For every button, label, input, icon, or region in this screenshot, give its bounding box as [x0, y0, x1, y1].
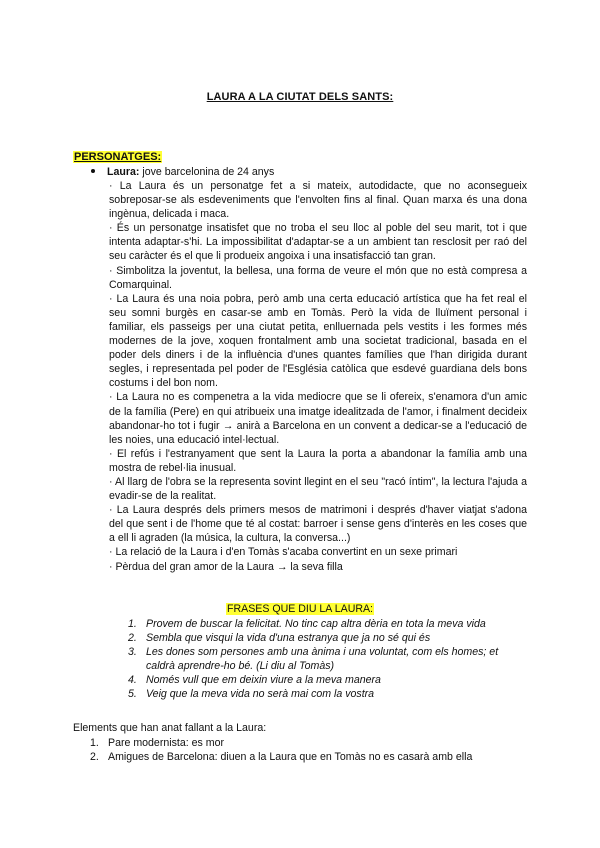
quotes-list — [109, 617, 527, 702]
quote-item — [109, 617, 527, 631]
quote-item — [109, 673, 527, 687]
element-item — [73, 736, 472, 750]
quote-text: Veig que la meva vida no serà mai com la vostra — [146, 688, 375, 701]
quote-item — [109, 631, 527, 645]
quote-number: 5. — [128, 688, 137, 701]
character-point: · El refús i l'estranyament que sent la Laura la porta a abandonar la família amb una mostra de rebel·lia inusual. — [109, 447, 527, 474]
quotes-heading-wrap — [0, 603, 600, 615]
character-point: · La Laura és una noia pobra, però amb una certa educació artística que ha fet real el seu somni burgès en casar-se amb en Tomàs. Però la vida de lluïment personal i familiar, els passeigs per una ciutat petita, enlluernada pels vestits i les formes més modernes de la jove, xoquen frontalment amb una societat tradicional, basada en el poder dels diners i de la influència d'unes quantes famílies que l'han dirigida durant segles, i representada pel poder de l'Església catòlica que esdevé guardiana dels bons costums i del bon nom. — [109, 292, 527, 390]
elements-list — [73, 736, 472, 764]
element-number: 1. — [90, 737, 99, 749]
quote-number: 4. — [128, 674, 137, 687]
bullet-dot — [91, 169, 95, 173]
quote-text: Sembla que visqui la vida d'una estranya que ja no sé qui és — [146, 632, 431, 645]
character-point: · Simbolitza la joventut, la bellesa, una forma de veure el món que no està compresa a Comarquinal. — [109, 264, 527, 291]
element-number: 2. — [90, 751, 99, 764]
character-bullet — [91, 166, 274, 178]
document-title: LAURA A LA CIUTAT DELS SANTS: — [206, 91, 394, 103]
quotes-heading: FRASES QUE DIU LA LAURA: — [227, 603, 373, 615]
character-point: · La Laura és un personatge fet a si mateix, autodidacte, que no aconsegueix sobreposar-se als esdeveniments que l'envolten fins al final. Quan marxa és una dona ingènua, delicada i maca. — [109, 180, 527, 221]
elements-heading: Elements que han anat fallant a la Laura: — [73, 722, 267, 734]
element-text: Pare modernista: es mor — [108, 737, 224, 749]
element-text: Amigues de Barcelona: diuen a la Laura que en Tomàs no es casarà amb ella — [108, 751, 473, 764]
character-summary: jove barcelonina de 24 anys — [142, 166, 275, 178]
character-point: · La Laura no es compenetra a la vida mediocre que se li ofereix, s'enamora d'un amic de la família (Pere) en qui atribueix una imatge idealitzada de l'amor, i finalment decideix abandonar-ho tot i fugir → anirà a Barcelona en un convent a dedicar-se a l'educació de les noies, una educació intel·lectual. — [109, 391, 527, 446]
quote-item — [109, 645, 527, 673]
element-item — [73, 750, 472, 764]
quote-text: Les dones som persones amb una ànima i una voluntat, com els homes; et caldrà aprendre-ho bé. (Li diu al Tomàs) — [146, 646, 499, 673]
character-point: · La relació de la Laura i d'en Tomàs s'acaba convertint en un sexe primari — [109, 546, 458, 559]
quote-item — [109, 687, 527, 701]
quote-number: 1. — [128, 618, 137, 630]
character-name: Laura: — [107, 166, 140, 178]
character-point: · Al llarg de l'obra se la representa sovint llegint en el seu "racó íntim", la lectura l'ajuda a evadir-se de la realitat. — [109, 475, 527, 503]
character-point: · Pèrdua del gran amor de la Laura → la seva filla — [109, 560, 343, 573]
character-point: · La Laura després dels primers mesos de matrimoni i després d'haver viatjat s'adona del que sent i de l'home que té al costat: barroer i sense gens d'interès en les coses que a ell li agraden (la música, la cultura, la conversa...) — [109, 504, 527, 545]
character-description — [109, 179, 527, 574]
quote-number: 2. — [128, 632, 137, 645]
quote-text: Provem de buscar la felicitat. No tinc cap altra dèria en tota la meva vida — [146, 618, 486, 630]
quote-number: 3. — [128, 646, 137, 659]
character-point: · És un personatge insatisfet que no troba el seu lloc al poble del seu marit, tot i que intenta adaptar-s'hi. La impossibilitat d'adaptar-se a un ambient tan resclosit per raó del seu caràcter és el que li produeix angoixa i una insatisfacció tan gran. — [109, 222, 527, 263]
section-heading-personatges: PERSONATGES: — [74, 151, 162, 163]
quote-text: Només vull que em deixin viure a la meva manera — [146, 674, 381, 687]
